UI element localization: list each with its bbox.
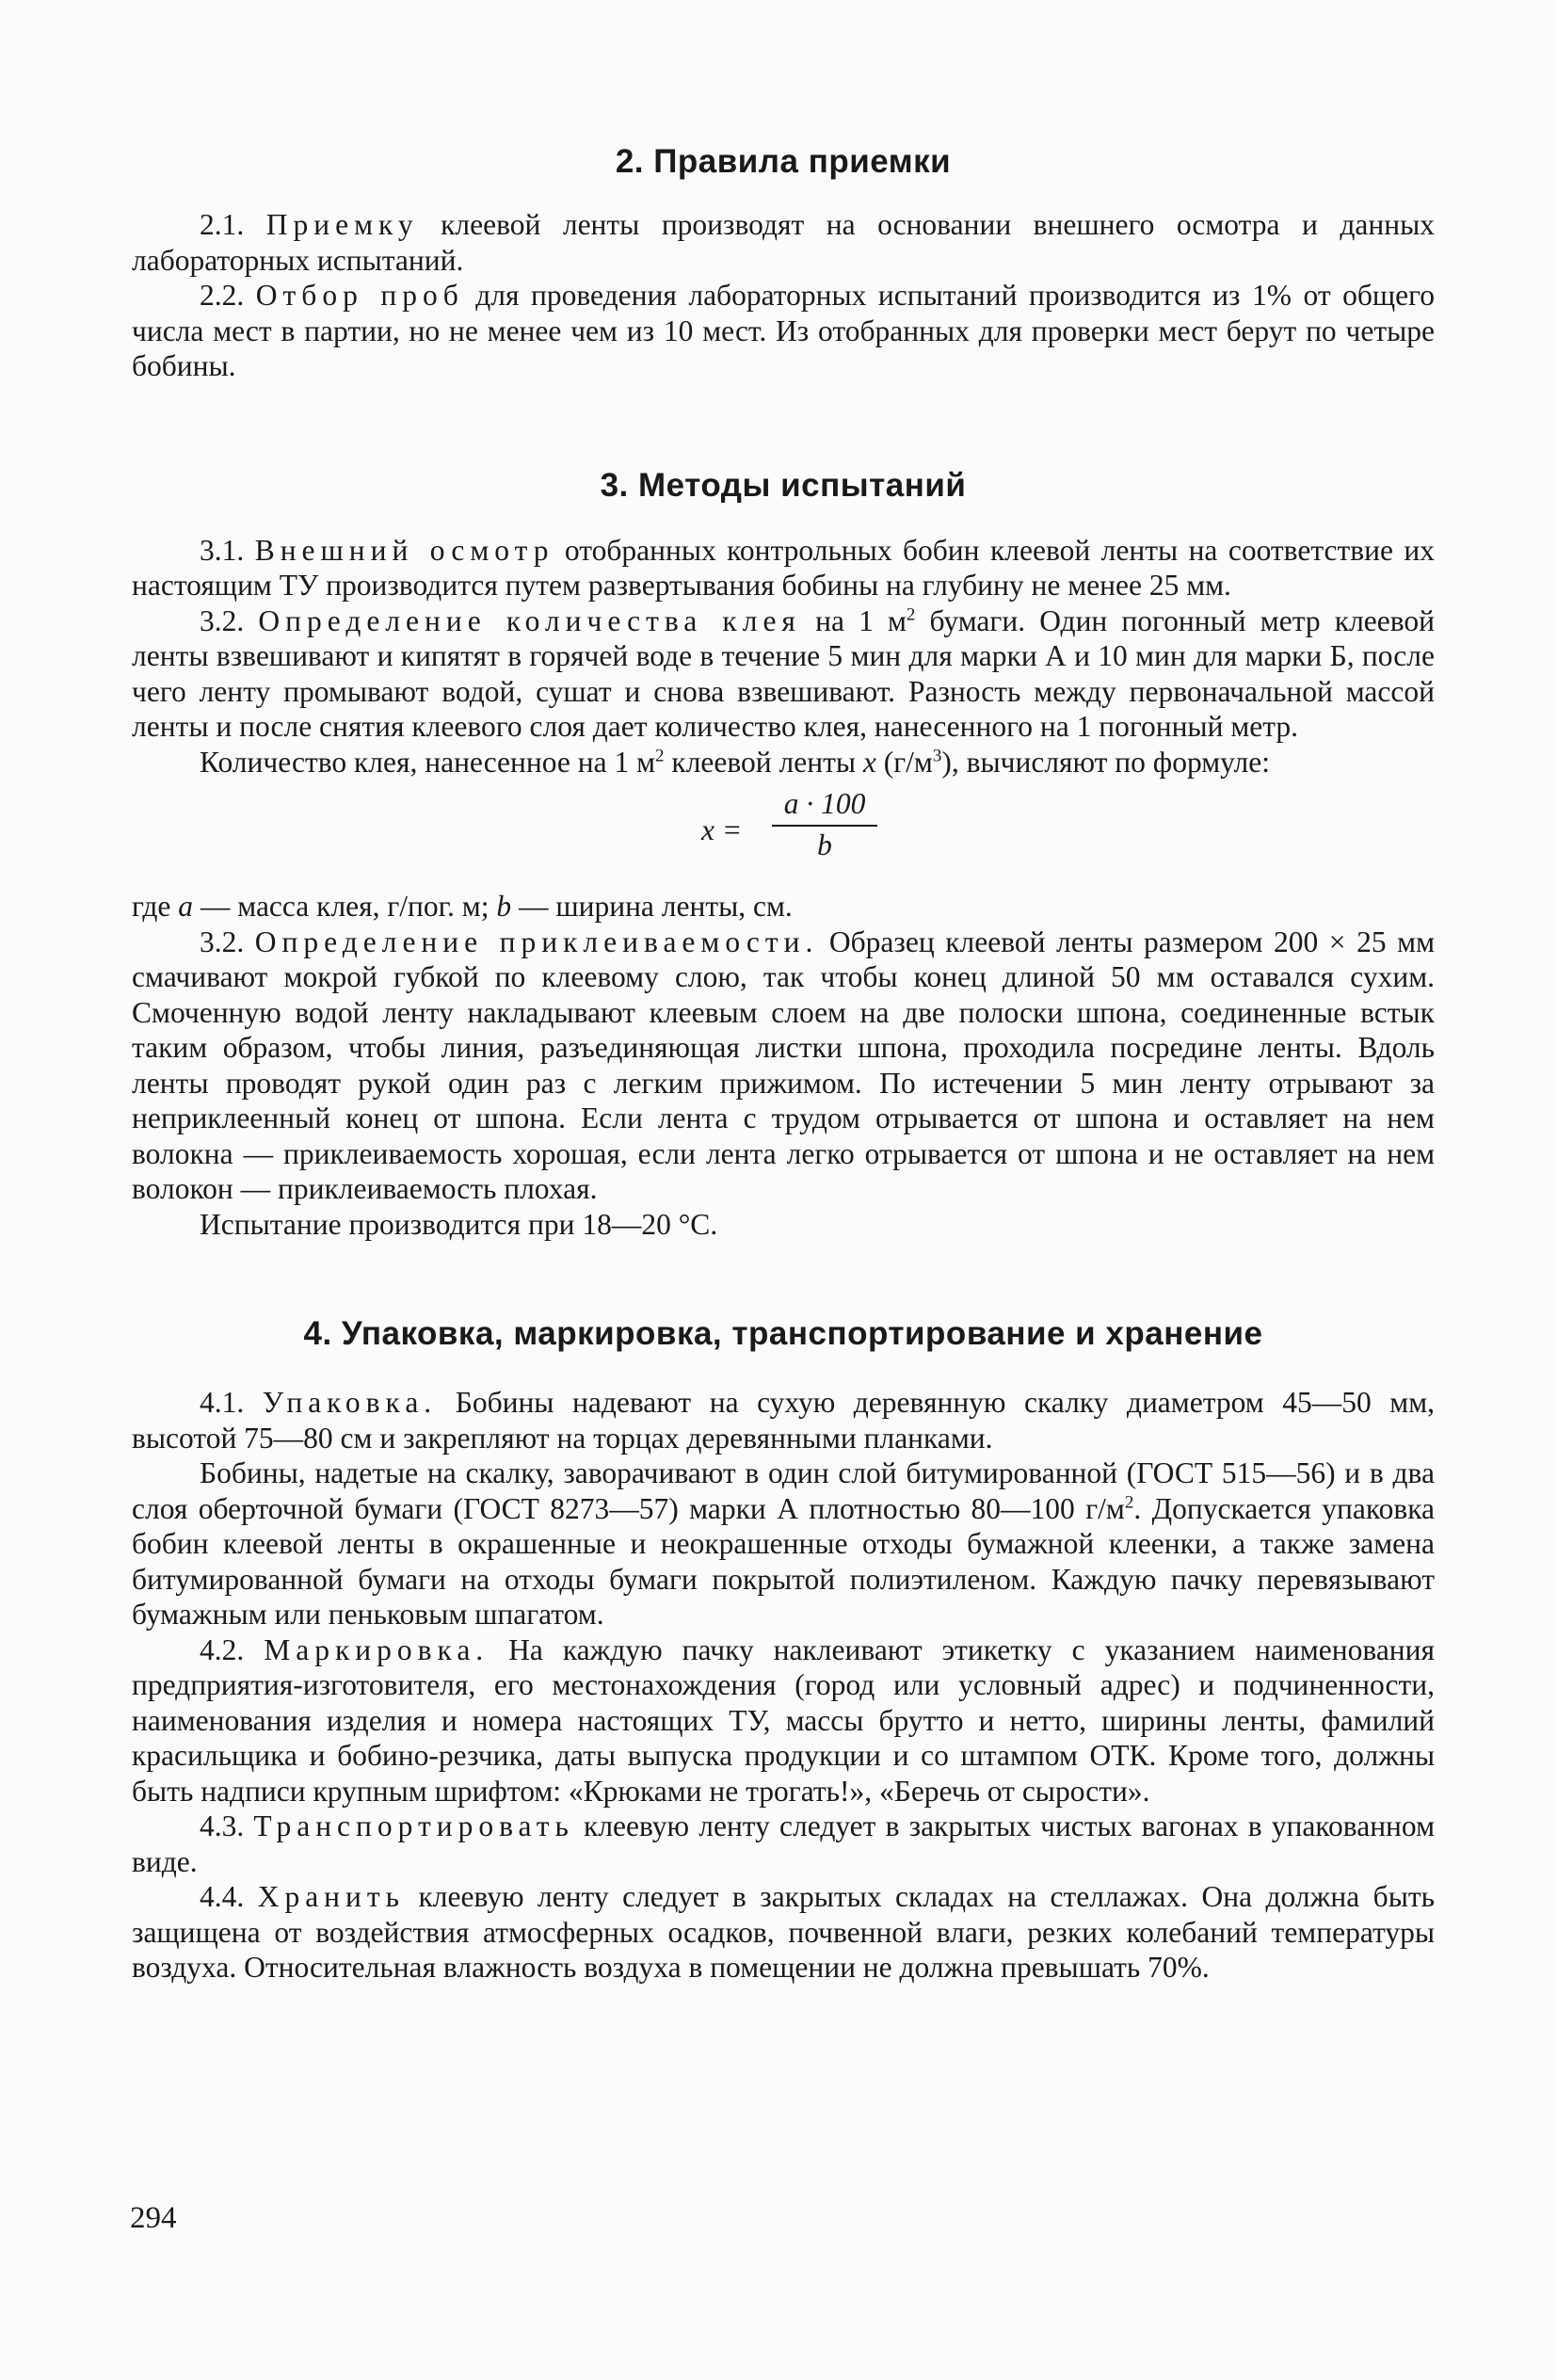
clause-text: Бобины надевают на сухую деревянную скалку диаметром 45—50 мм, высотой 75—80 см и закрепляют на торцах деревянными планками.: [132, 1386, 1436, 1455]
clause-lead: Маркировка.: [264, 1632, 490, 1666]
paragraph-3-1: [132, 533, 1435, 603]
paragraph-3-2: [132, 603, 1435, 745]
section-2-heading: 2. Правила приемки: [615, 143, 952, 180]
paragraph-3-2-adhesion: [132, 925, 1435, 1207]
superscript: 2: [655, 746, 665, 765]
superscript: 2: [1124, 1492, 1134, 1512]
clause-lead: Приемку: [265, 208, 419, 241]
clause-number: 3.2.: [200, 603, 245, 637]
paragraph-3-test-temperature: Испытание производится при 18—20 °С.: [200, 1207, 718, 1241]
variable-b: b: [496, 890, 512, 923]
clause-lead: Транспортировать: [253, 1809, 574, 1842]
clause-number: 4.4.: [200, 1880, 245, 1913]
clause-lead: Отбор проб: [255, 279, 464, 312]
page-number: 294: [130, 2201, 177, 2235]
clause-text: ), вычисляют по формуле:: [941, 745, 1270, 779]
clause-text: . Допускается упаковка бобин клеевой ленты в окрашенные и неокрашенные отходы бумажной клеенки, а также замена битумированной бумаги на отходы бумаги покрытой полиэтиленом. Каждую пачку перевязывают бумажным или пеньковым шпагатом.: [132, 1491, 1435, 1631]
clause-text: на 1 м: [800, 603, 907, 637]
section-3-heading: 3. Методы испытаний: [600, 466, 967, 504]
clause-text: клеевой ленты: [664, 745, 863, 779]
paragraph-4-1: [132, 1385, 1435, 1455]
paragraph-4-3: [132, 1809, 1435, 1879]
paragraph-3-formula-intro: [132, 745, 1435, 780]
clause-text: бумаги. Один погонный метр клеевой ленты взвешивают и кипятят в горячей воде в течение 5 мин для марки А и 10 мин для марки Б, после чего ленту промывают водой, сушат и снова взвешивают. Разность между первоначальной массой ленты и после снятия клеевого слоя дает количество клея, нанесенного на 1 погонный метр.: [132, 603, 1436, 743]
section-4-heading: 4. Упаковка, маркировка, транспортирование и хранение: [303, 1315, 1263, 1352]
legend-text: — масса клея, г/пог. м;: [192, 890, 497, 923]
clause-lead: Определение приклеиваемости.: [254, 925, 819, 958]
clause-lead: Внешний осмотр: [254, 533, 554, 567]
clause-text: клеевой ленты производят на основании внешнего осмотра и данных лабораторных испытаний.: [132, 208, 1435, 277]
clause-text: клеевую ленту следует в закрытых складах на стеллажах. Она должна быть защищена от воздействия атмосферных осадков, почвенной влаги, резких колебаний температуры воздуха. Относительная влажность воздуха в помещении не должна превышать 70%.: [132, 1880, 1435, 1984]
clause-number: 3.2.: [200, 925, 245, 958]
paragraph-4-2: [132, 1632, 1435, 1809]
formula-denominator: b: [817, 828, 832, 861]
clause-lead: Хранить: [257, 1880, 406, 1913]
superscript: 3: [932, 746, 942, 765]
paragraph-2-2: [132, 278, 1435, 384]
clause-text: Бобины, надетые на скалку, заворачивают в один слой битумированной (ГОСТ 515—56) и в два слоя оберточной бумаги (ГОСТ 8273—57) марки А плотностью 80—100 г/м: [132, 1456, 1435, 1525]
clause-number: 4.2.: [200, 1632, 245, 1666]
formula-numerator: a · 100: [772, 787, 877, 827]
clause-lead: Определение количества клея: [258, 603, 801, 637]
paragraph-4-1-wrapping: [132, 1455, 1435, 1632]
clause-number: 4.3.: [200, 1809, 245, 1842]
paragraph-4-4: [132, 1879, 1435, 1986]
clause-lead: Упаковка.: [262, 1386, 438, 1419]
clause-text: Образец клеевой ленты размером 200 × 25 мм смачивают мокрой губкой по клеевому слою, так чтобы конец длиной 50 мм оставался сухим. Смоченную водой ленту накладывают клеевым слоем на две полоски шпона, соединенные встык таким образом, чтобы линия, разъединяющая листки шпона, проходила посредине ленты. Вдоль ленты проводят рукой один раз с легким прижимом. По истечении 5 мин ленту отрывают за неприклеенный конец от шпона. Если лента с трудом отрывается от шпона и оставляет на нем волокна — приклеиваемость хорошая, если лента легко отрывается от шпона и не оставляет на нем волокон — приклеиваемость плохая.: [132, 925, 1436, 1205]
clause-text: (г/м: [875, 745, 933, 779]
legend-text: — ширина ленты, см.: [511, 890, 793, 923]
variable-x: x: [862, 745, 876, 779]
clause-number: 2.1.: [200, 208, 245, 241]
clause-number: 4.1.: [200, 1386, 245, 1419]
formula-fraction: [772, 787, 877, 862]
paragraph-2-1: [132, 207, 1435, 278]
legend-text: где: [132, 890, 179, 923]
clause-number: 3.1.: [200, 533, 245, 567]
clause-text: клеевую ленту следует в закрытых чистых вагонах в упакованном виде.: [132, 1809, 1436, 1878]
clause-text: На каждую пачку наклеивают этикетку с указанием наименования предприятия-изготовителя, его местонахождения (город или условный адрес) и подчиненности, наименования изделия и номера настоящих ТУ, массы брутто и нетто, ширины ленты, фамилий красильщика и бобино-резчика, даты выпуска продукции и со штампом ОТК. Кроме того, должны быть надписи крупным шрифтом: «Крюками не трогать!», «Беречь от сырости».: [132, 1632, 1436, 1808]
formula: [132, 787, 1435, 870]
clause-text: отобранных контрольных бобин клеевой ленты на соответствие их настоящим ТУ производится путем развертывания бобины на глубину не менее 25 мм.: [132, 533, 1435, 602]
formula-legend: [132, 889, 1435, 925]
clause-text: для проведения лабораторных испытаний производится из 1% от общего числа мест в партии, но не менее чем из 10 мест. Из отобранных для проверки мест берут по четыре бобины.: [132, 279, 1436, 382]
clause-number: 2.2.: [200, 279, 245, 312]
formula-lhs: x =: [701, 813, 743, 846]
clause-text: Количество клея, нанесенное на 1 м: [200, 745, 656, 779]
superscript: 2: [906, 604, 916, 624]
variable-a: a: [178, 890, 193, 923]
